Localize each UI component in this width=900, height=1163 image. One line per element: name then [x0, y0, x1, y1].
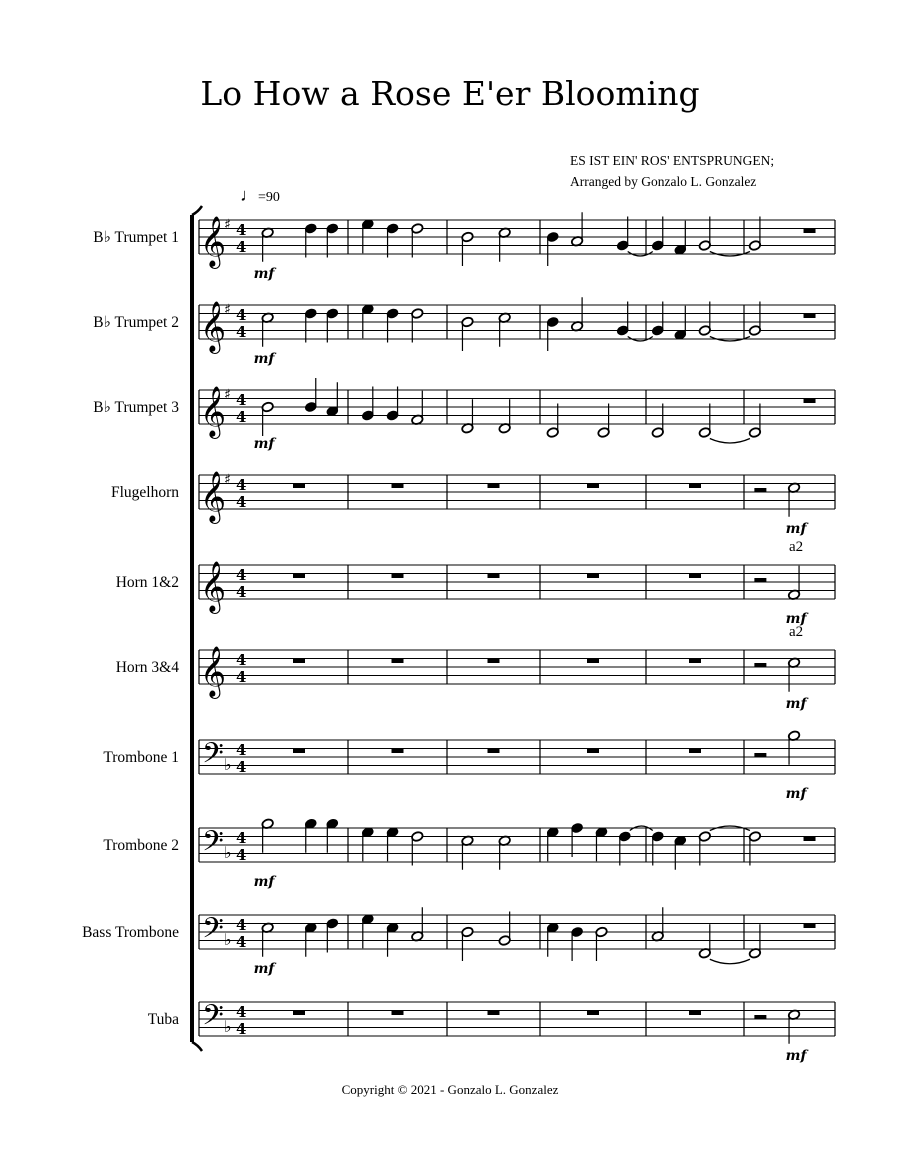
time-signature-top: 4 [236, 476, 247, 494]
instrument-label: B♭ Trumpet 3 [93, 399, 179, 416]
staff [116, 624, 835, 712]
time-signature-bottom: 4 [236, 238, 247, 256]
staff [93, 212, 835, 282]
instrument-label: Trombone 2 [103, 837, 179, 854]
whole-rest [804, 314, 816, 319]
whole-rest [804, 229, 816, 234]
dynamic-marking: mf [253, 351, 275, 367]
treble-clef-icon: 𝄞 [200, 216, 227, 267]
whole-rest [293, 574, 305, 579]
instrument-label: Trombone 1 [103, 749, 179, 766]
whole-rest [293, 749, 305, 754]
half-rest [754, 488, 766, 493]
treble-clef-icon: 𝄞 [200, 386, 227, 437]
half-rest [754, 578, 766, 583]
whole-rest [587, 749, 599, 754]
sharp-icon: ♯ [224, 217, 231, 233]
dynamic-marking: mf [253, 874, 275, 890]
staff [111, 471, 835, 537]
bracket-bottom-hook [192, 1042, 202, 1051]
tie [710, 959, 750, 964]
time-signature-bottom: 4 [236, 323, 247, 341]
time-signature-top: 4 [236, 221, 247, 239]
whole-rest [804, 924, 816, 929]
treble-clef-icon: 𝄞 [200, 301, 227, 352]
a2-marking: a2 [788, 624, 804, 640]
treble-clef-icon: 𝄞 [200, 646, 227, 697]
whole-rest [587, 659, 599, 664]
time-signature-bottom: 4 [236, 668, 247, 686]
sharp-icon: ♯ [224, 472, 231, 488]
instrument-label: Bass Trombone [82, 924, 179, 941]
treble-clef-icon: 𝄞 [200, 471, 227, 522]
hymn-tune-name: ES IST EIN' ROS' ENTSPRUNGEN; [570, 153, 775, 168]
whole-rest [587, 1011, 599, 1016]
whole-rest [689, 484, 701, 489]
bass-clef-icon: 𝄢 [202, 912, 224, 952]
dynamic-marking: mf [785, 696, 807, 712]
treble-clef-icon: 𝄞 [200, 561, 227, 612]
whole-rest [488, 574, 500, 579]
tempo-value: =90 [258, 190, 280, 205]
whole-rest [804, 399, 816, 404]
whole-rest [392, 484, 404, 489]
staff [93, 378, 835, 452]
whole-rest [488, 484, 500, 489]
dynamic-marking: mf [253, 436, 275, 452]
time-signature-top: 4 [236, 1003, 247, 1021]
sharp-icon: ♯ [224, 387, 231, 403]
flat-icon: ♭ [224, 843, 232, 862]
half-rest [754, 753, 766, 758]
time-signature-top: 4 [236, 651, 247, 669]
flat-icon: ♭ [224, 930, 232, 949]
time-signature-bottom: 4 [236, 846, 247, 864]
instrument-label: Tuba [147, 1011, 179, 1028]
dynamic-marking: mf [785, 786, 807, 802]
quarter-note-icon: ♩ [240, 185, 258, 205]
bracket-top-hook [192, 206, 202, 215]
copyright-notice: Copyright © 2021 - Gonzalo L. Gonzalez [341, 1082, 559, 1097]
instrument-label: Horn 3&4 [115, 659, 179, 676]
whole-rest [689, 1011, 701, 1016]
tie [710, 439, 750, 444]
bass-clef-icon: 𝄢 [202, 999, 224, 1039]
whole-rest [293, 484, 305, 489]
whole-rest [488, 749, 500, 754]
dynamic-marking: mf [785, 521, 807, 537]
whole-rest [587, 484, 599, 489]
flat-icon: ♭ [224, 1017, 232, 1036]
instrument-label: Horn 1&2 [115, 574, 179, 591]
whole-rest [804, 837, 816, 842]
time-signature-top: 4 [236, 306, 247, 324]
score-title: Lo How a Rose E'er Blooming [200, 74, 700, 113]
time-signature-bottom: 4 [236, 933, 247, 951]
staff [103, 818, 835, 890]
instrument-label: Flugelhorn [110, 484, 179, 501]
instrument-label: B♭ Trumpet 1 [93, 229, 179, 246]
time-signature-bottom: 4 [236, 583, 247, 601]
dynamic-marking: mf [253, 961, 275, 977]
whole-rest [392, 749, 404, 754]
instrument-label: B♭ Trumpet 2 [93, 314, 179, 331]
dynamic-marking: mf [785, 1048, 807, 1064]
arranger-credit: Arranged by Gonzalo L. Gonzalez [570, 174, 757, 189]
bass-clef-icon: 𝄢 [202, 825, 224, 865]
time-signature-top: 4 [236, 829, 247, 847]
whole-rest [293, 1011, 305, 1016]
whole-rest [392, 659, 404, 664]
whole-rest [488, 1011, 500, 1016]
dynamic-marking: mf [253, 266, 275, 282]
staff [82, 907, 835, 977]
whole-rest [293, 659, 305, 664]
time-signature-top: 4 [236, 916, 247, 934]
sharp-icon: ♯ [224, 302, 231, 318]
staff [116, 539, 835, 627]
time-signature-bottom: 4 [236, 758, 247, 776]
staff [93, 297, 835, 367]
whole-rest [392, 574, 404, 579]
whole-rest [689, 749, 701, 754]
time-signature-bottom: 4 [236, 493, 247, 511]
time-signature-top: 4 [236, 741, 247, 759]
whole-rest [689, 574, 701, 579]
time-signature-top: 4 [236, 566, 247, 584]
staff [103, 730, 835, 802]
whole-rest [587, 574, 599, 579]
whole-rest [392, 1011, 404, 1016]
bass-clef-icon: 𝄢 [202, 737, 224, 777]
dynamic-marking: mf [785, 611, 807, 627]
staff [148, 999, 835, 1064]
time-signature-top: 4 [236, 391, 247, 409]
whole-rest [689, 659, 701, 664]
time-signature-bottom: 4 [236, 1020, 247, 1038]
flat-icon: ♭ [224, 755, 232, 774]
time-signature-bottom: 4 [236, 408, 247, 426]
a2-marking: a2 [788, 539, 804, 555]
half-rest [754, 1015, 766, 1020]
half-rest [754, 663, 766, 668]
whole-rest [488, 659, 500, 664]
